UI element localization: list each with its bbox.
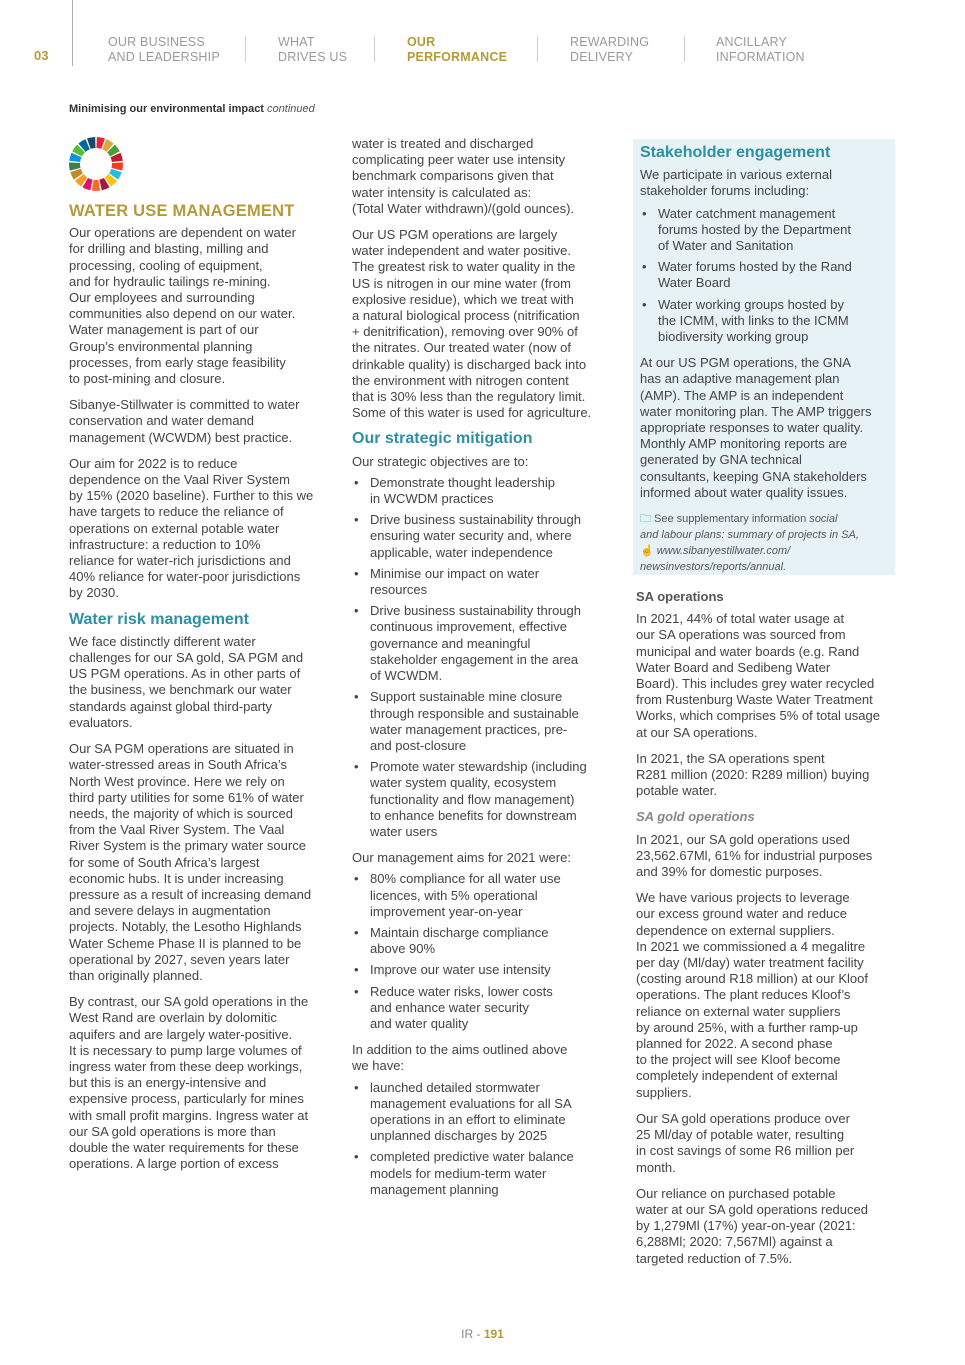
running-title-continued: continued [267,103,315,115]
list-item: • Improve our water use intensity [352,962,617,978]
nav-separator [684,36,685,62]
nav-label-line1: OUR BUSINESS [108,35,205,49]
list-item: • Drive business sustainability through ensuring water security and, where applicable, water independence [352,512,617,561]
paragraph: water is treated and discharged complicating peer water use intensity benchmark comparisons given that water intensity is calculated as: (Total Water withdrawn)/(gold ounces). [352,136,575,216]
objectives-list [352,475,617,840]
column-right [636,587,898,1277]
nav-label-line1: REWARDING [570,35,650,49]
paragraph: In 2021, our SA gold operations used 23,562.67Ml, 61% for industrial purposes and 39% for domestic purposes. [636,831,873,880]
subsection-heading: Our strategic mitigation [352,430,533,448]
paragraph: Our strategic objectives are to: [352,453,529,469]
list-item: • Drive business sustainability through continuous improvement, effective governance and meaningful stakeholder engagement in the area of WCWDM. [352,603,617,684]
paragraph: Our SA gold operations produce over 25 Ml/day of potable water, resulting in cost savings of some R6 million per month. [636,1110,855,1175]
list-item: • Water catchment management forums hosted by the Department of Water and Sanitation [640,206,888,255]
paragraph: In addition to the aims outlined above we have: [352,1042,568,1074]
paragraph: We participate in various external stakeholder forums including: [640,167,832,199]
paragraph: In 2021, 44% of total water usage at our SA operations was sourced from municipal and water boards (e.g. Rand Water Board and Sedibeng Water Board). This includes grey water recycled from Rustenburg Waste Water Treatment Works, which comprises 5% of total usage at our SA operations. [636,611,880,740]
subsection-heading: SA operations [636,589,724,604]
section-number: 03 [34,48,49,63]
list-item: • Promote water stewardship (including water system quality, ecosystem functionality and flow management) to enhance benefits for downstream water users [352,759,617,840]
list-item: • completed predictive water balance models for medium-term water management planning [352,1149,617,1198]
list-item: • launched detailed stormwater management evaluations for all SA operations in an effort to eliminate unplanned discharges by 2025 [352,1080,617,1145]
paragraph: Our SA PGM operations are situated in water-stressed areas in South Africa’s North West province. Here we rely on third party utilities for some 61% of water needs, the majority of which is sourced from the Vaal River System. The Vaal River System is the primary water source for some of South Africa’s largest economic hubs. It is under increasing pressure as a result of increasing demand and severe delays in augmentation projects. Notably, the Lesotho Highlands Water Scheme Phase II is planned to be operational by 2027, seven years later than originally planned. [69,741,312,983]
sdg-segment [112,162,123,170]
nav-what-drives-us[interactable] [278,35,347,65]
paragraph: By contrast, our SA gold operations in the West Rand are overlain by dolomitic aquifers and are largely water-positive. It is necessary to pump large volumes of ingress water from these deep workings, but this is an energy-intensive and expensive process, particularly for mines with small profit margins. Ingress water at our SA gold operations is more than double the water requirements for these operations. A large portion of excess [69,994,309,1172]
supp-lead: See supplementary information [654,513,807,526]
nav-label-line1: OUR [407,35,436,49]
nav-label-line1: ANCILLARY [716,35,788,49]
list-item: • Minimise our impact on water resources [352,566,617,598]
nav-label-line2: PERFORMANCE [407,50,508,64]
nav-label-line2: DRIVES US [278,50,348,64]
paragraph: Sibanye-Stillwater is committed to water conservation and water demand management (WCWDM) best practice. [69,397,300,445]
header-divider [72,0,73,66]
paragraph: Our operations are dependent on water for drilling and blasting, milling and processing, cooling of equipment, and for hydraulic tailings re-mining. Our employees and surrounding communities also depend on our water. Water management is part of our Group’s environmental planning processes, from early stage feasibility to post-mining and closure. [69,225,296,387]
nav-label-line2: INFORMATION [716,50,805,64]
page-footer [0,1327,965,1341]
supplementary-note [640,511,888,575]
column-left [69,203,331,1182]
paragraph: Our US PGM operations are largely water independent and water positive. The greatest risk to water quality in the US is nitrogen in our mine water (from explosive residue), which we treat with a natural biological process (nitrification + denitrification), removing over 90% of the nitrates. Our treated water (now of drinkable quality) is discharged back into the environment with nitrogen content that is 30% less than the regulatory limit. Some of this water is used for agriculture. [352,227,592,421]
supp-link[interactable]: www.sibanyestillwater.com/ newsinvestors/reports/annual. [640,545,791,574]
box-heading: Stakeholder engagement [640,144,831,161]
paragraph: We face distinctly different water challenges for our SA gold, SA PGM and US PGM operations. As in other parts of the business, we benchmark our water standards against global third-party evaluators. [69,633,304,730]
sdg-segment [69,162,80,170]
page-header [0,0,965,75]
list-item: • Water forums hosted by the Rand Water Board [640,259,888,291]
sdg-segment [92,180,100,191]
list-item: • 80% compliance for all water use licences, with 5% operational improvement year-on-year [352,871,617,920]
nav-ancillary-information[interactable] [716,35,805,65]
supp-italic: social and labour plans: summary of projects in SA, [640,513,859,542]
forums-list [640,206,888,346]
subsection-heading: Water risk management [69,610,249,628]
footer-prefix: IR - [461,1327,481,1341]
paragraph: We have various projects to leverage our excess ground water and reduce dependence on external suppliers. In 2021 we commissioned a 4 megalitre per day (Ml/day) water treatment facility (costing around R18 million) at our Kloof operations. The plant reduces Kloof’s reliance on external water suppliers by around 25%, with a further ramp-up planned for 2022. A second phase to the project will see Kloof become completely independent of external suppliers. [636,890,868,1100]
nav-separator [537,36,538,62]
column-middle [352,136,617,1208]
aims-list [352,871,617,1032]
paragraph: Our reliance on purchased potable water at our SA gold operations reduced by 1,279Ml (17%) year-on-year (2021: 6,288Ml; 2020: 7,567Ml) against a targeted reduction of 7.5%. [636,1185,868,1266]
pointer-hand-icon: ☝ [640,545,654,558]
paragraph: Our aim for 2022 is to reduce dependence on the Vaal River System by 15% (2020 baseline). Further to this we have targets to reduce the reliance of operations on external potable water infrastructure: a reduction to 10% reliance for water-rich jurisdictions and 40% reliance for water-poor jurisdictions by 2030. [69,455,314,601]
sdg-wheel-icon [68,136,124,192]
paragraph: Our management aims for 2021 were: [352,850,571,866]
stakeholder-engagement-box [633,139,895,575]
nav-separator [374,36,375,62]
folder-icon: 🗀 [640,513,651,526]
list-item: • Maintain discharge compliance above 90% [352,925,617,957]
nav-separator [245,36,246,62]
running-title-main: Minimising our environmental impact [69,103,264,115]
paragraph: At our US PGM operations, the GNA has an adaptive management plan (AMP). The AMP is an independent water monitoring plan. The AMP triggers appropriate responses to water quality. Monthly AMP monitoring reports are generated by GNA technical consultants, keeping GNA stakeholders informed about water quality issues. [640,355,872,500]
nav-our-business[interactable] [108,35,220,65]
list-item: • Demonstrate thought leadership in WCWDM practices [352,475,617,507]
paragraph: In 2021, the SA operations spent R281 million (2020: R289 million) buying potable water. [636,750,870,799]
nav-rewarding-delivery[interactable] [570,35,649,65]
nav-our-performance[interactable] [407,35,507,65]
list-item: • Support sustainable mine closure through responsible and sustainable water management practices, pre- and post-closure [352,689,617,754]
page-number: 191 [483,1327,504,1341]
nav-label-line2: AND LEADERSHIP [108,50,220,64]
subsection-heading: SA gold operations [636,809,755,825]
running-title [69,103,315,115]
section-heading: WATER USE MANAGEMENT [69,202,295,220]
list-item: • Water working groups hosted by the ICMM, with links to the ICMM biodiversity working group [640,297,888,346]
additional-list [352,1080,617,1198]
nav-label-line2: DELIVERY [570,50,634,64]
list-item: • Reduce water risks, lower costs and enhance water security and water quality [352,984,617,1033]
nav-label-line1: WHAT [278,35,315,49]
